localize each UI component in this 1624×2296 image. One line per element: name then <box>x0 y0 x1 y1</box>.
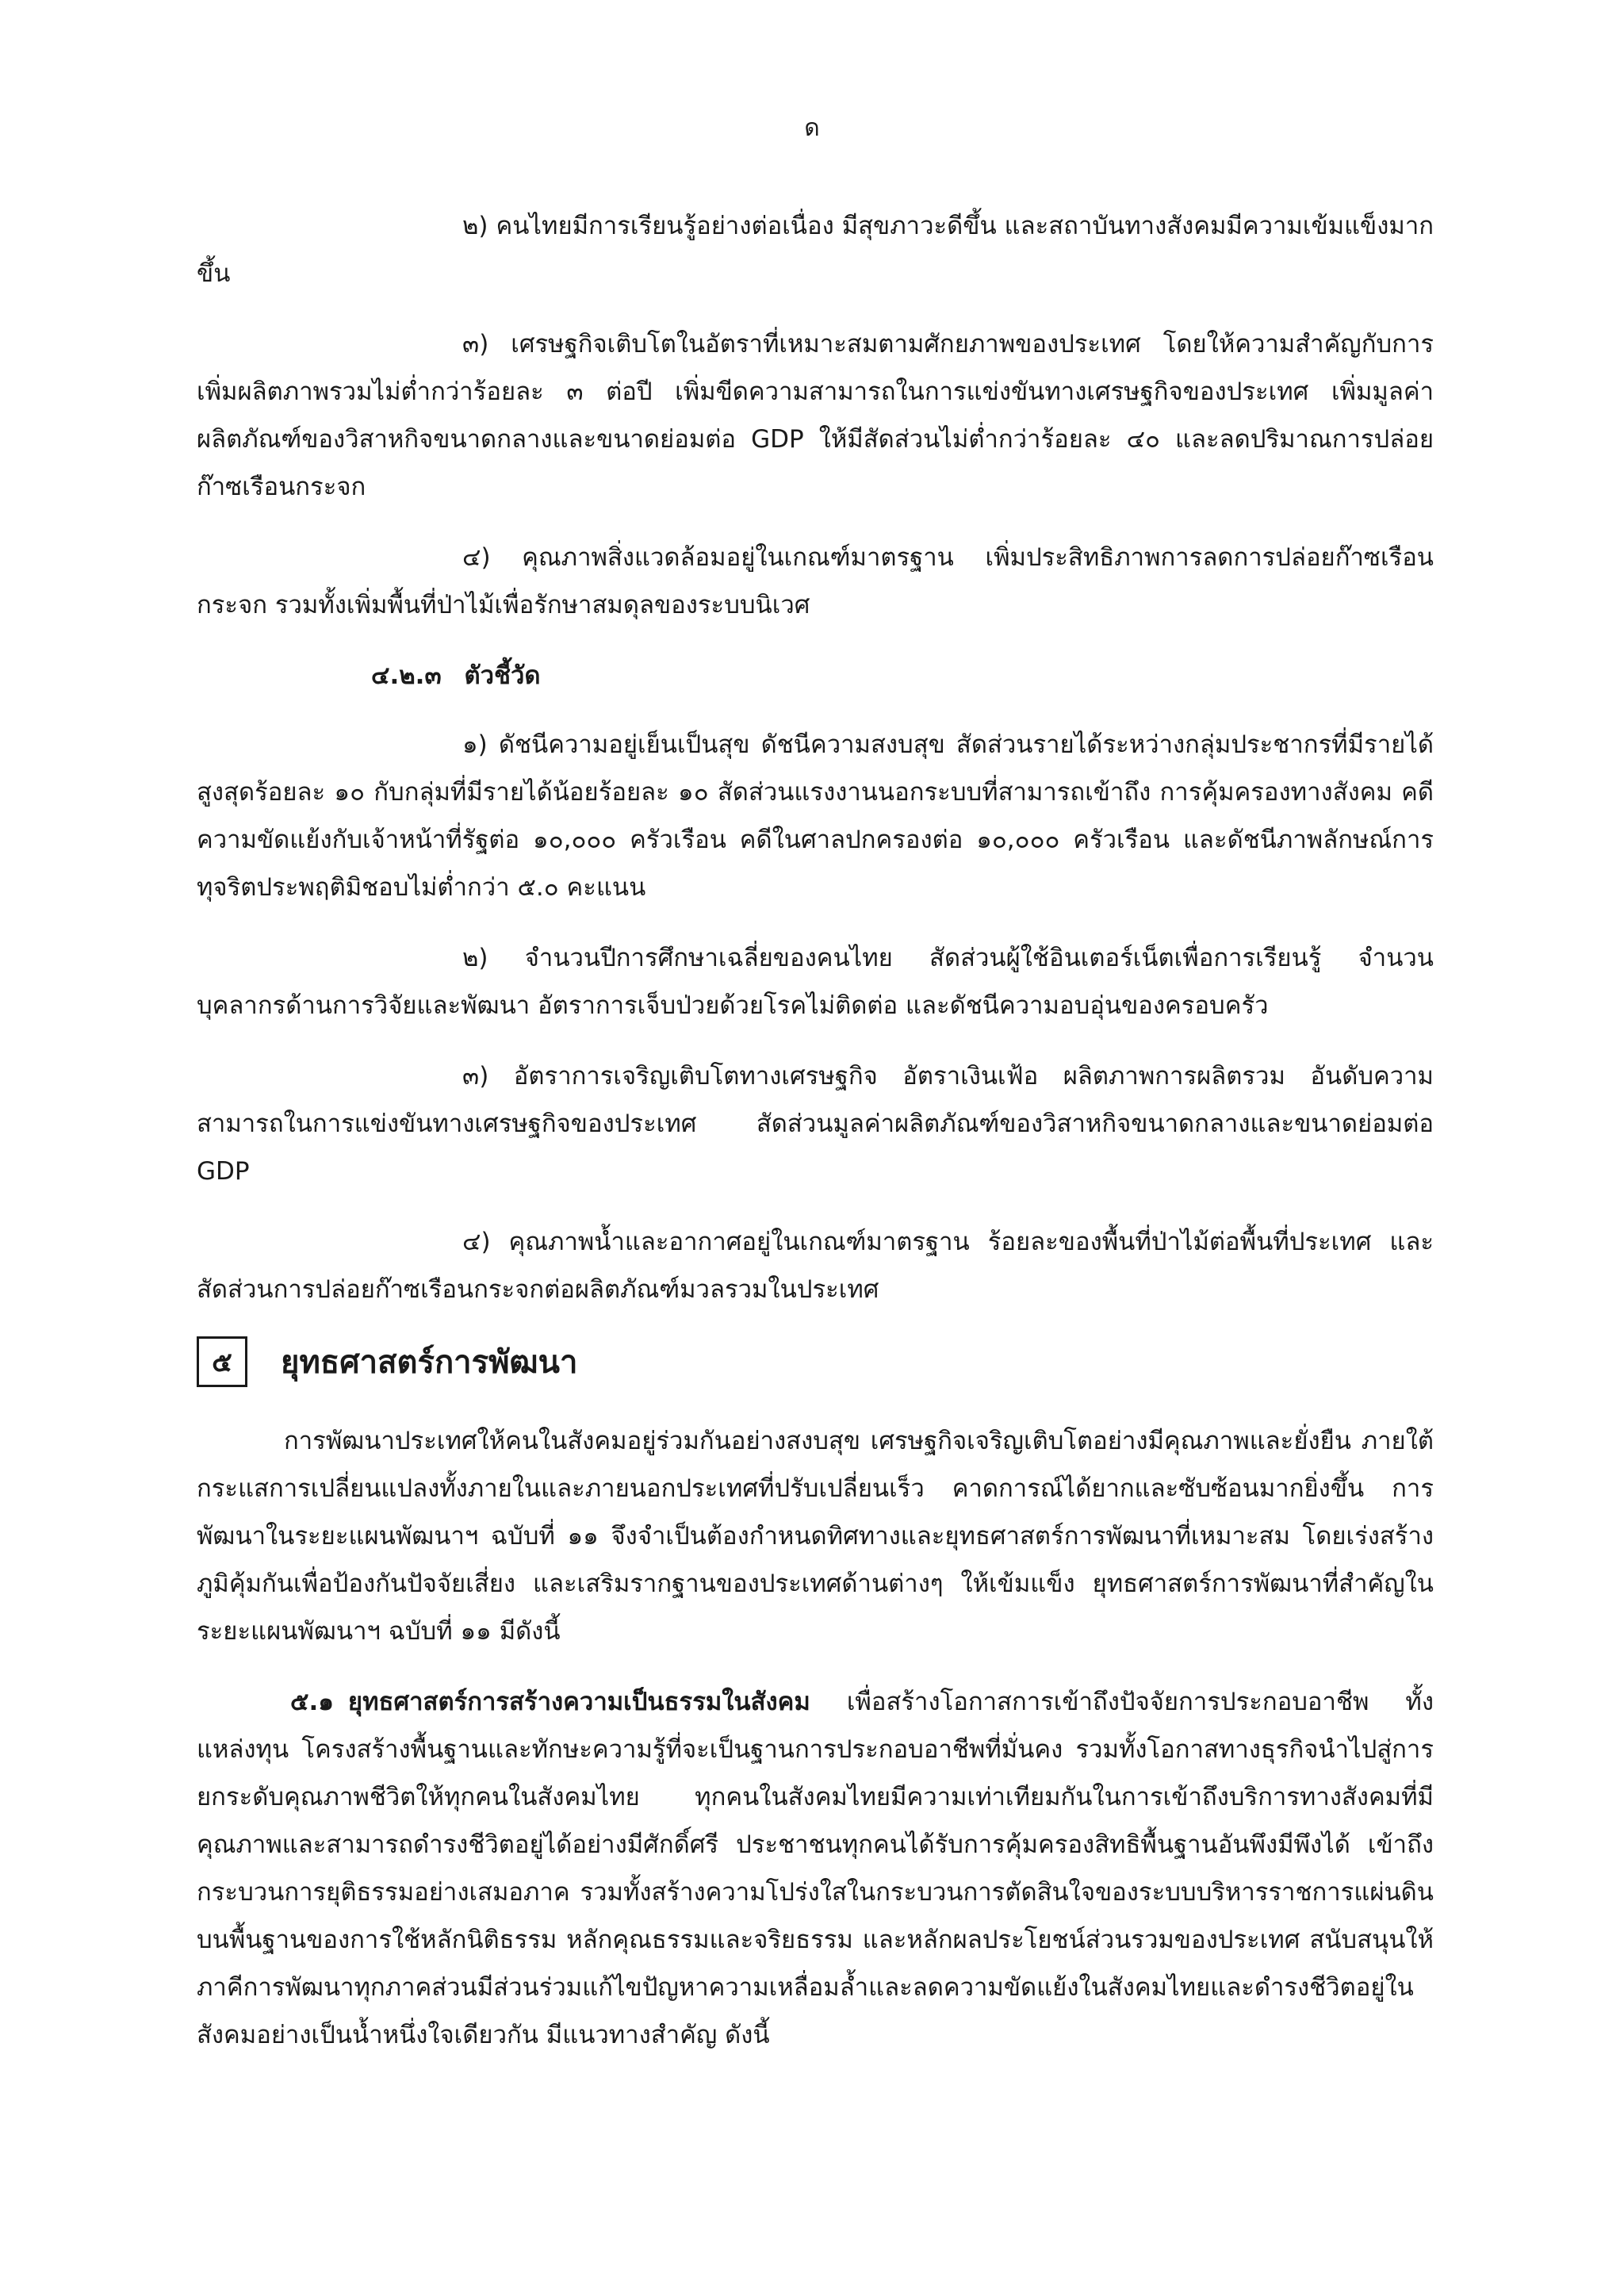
page-content <box>197 202 1434 2082</box>
goal-item-2: ๒) คนไทยมีการเรียนรู้อย่างต่อเนื่อง มีสุขภาวะดีขึ้น และสถาบันทางสังคมมีความเข้มแข็งมากขึ้น <box>197 212 1434 288</box>
indicator-item-4: ๔) คุณภาพน้ำและอากาศอยู่ในเกณฑ์มาตรฐาน ร้อยละของพื้นที่ป่าไม้ต่อพื้นที่ประเทศ และสัดส่วนการปล่อยก๊าซเรือนกระจกต่อผลิตภัณฑ์มวลรวมในประเทศ <box>197 1228 1434 1304</box>
goal-item-3: ๓) เศรษฐกิจเติบโตในอัตราที่เหมาะสมตามศักยภาพของประเทศ โดยให้ความสำคัญกับการเพิ่มผลิตภาพรวมไม่ต่ำกว่าร้อยละ ๓ ต่อปี เพิ่มขีดความสามารถในการแข่งขันทางเศรษฐกิจของประเทศ เพิ่มมูลค่าผลิตภัณฑ์ของวิสาหกิจขนาดกลางและขนาดย่อมต่อ GDP ให้มีสัดส่วนไม่ต่ำกว่าร้อยละ ๔๐ และลดปริมาณการปล่อยก๊าซเรือนกระจก <box>197 330 1434 501</box>
indicators-heading-title: ตัวชี้วัด <box>464 661 541 690</box>
goal-item-4: ๔) คุณภาพสิ่งแวดล้อมอยู่ในเกณฑ์มาตรฐาน เพิ่มประสิทธิภาพการลดการปล่อยก๊าซเรือนกระจก รวมทั้งเพิ่มพื้นที่ป่าไม้เพื่อรักษาสมดุลของระบบนิเวศ <box>197 543 1434 619</box>
strategy-title: ยุทธศาสตร์การสร้างความเป็นธรรมในสังคม <box>347 1688 810 1716</box>
section-number-box: ๕ <box>197 1336 247 1387</box>
indicator-item-1: ๑) ดัชนีความอยู่เย็นเป็นสุข ดัชนีความสงบสุข สัดส่วนรายได้ระหว่างกลุ่มประชากรที่มีรายได้สูงสุดร้อยละ ๑๐ กับกลุ่มที่มีรายได้น้อยร้อยละ ๑๐ สัดส่วนแรงงานนอกระบบที่สามารถเข้าถึง การคุ้มครองทางสังคม คดีความขัดแย้งกับเจ้าหน้าที่รัฐต่อ ๑๐,๐๐๐ ครัวเรือน คดีในศาลปกครองต่อ ๑๐,๐๐๐ ครัวเรือน และดัชนีภาพลักษณ์การทุจริตประพฤติมิชอบไม่ต่ำกว่า ๕.๐ คะแนน <box>197 730 1434 902</box>
indicator-item-3: ๓) อัตราการเจริญเติบโตทางเศรษฐกิจ อัตราเงินเฟ้อ ผลิตภาพการผลิตรวม อันดับความสามารถในการแข่งขันทางเศรษฐกิจของประเทศ สัดส่วนมูลค่าผลิตภัณฑ์ของวิสาหกิจขนาดกลางและขนาดย่อมต่อ GDP <box>197 1062 1434 1186</box>
indicator-item-2: ๒) จำนวนปีการศึกษาเฉลี่ยของคนไทย สัดส่วนผู้ใช้อินเตอร์เน็ตเพื่อการเรียนรู้ จำนวนบุคลากรด้านการวิจัยและพัฒนา อัตราการเจ็บป่วยด้วยโรคไม่ติดต่อ และดัชนีความอบอุ่นของครอบครัว <box>197 944 1434 1020</box>
section-heading <box>197 1336 1434 1387</box>
strategy-body: เพื่อสร้างโอกาสการเข้าถึงปัจจัยการประกอบอาชีพ ทั้งแหล่งทุน โครงสร้างพื้นฐานและทักษะความรู้ที่จะเป็นฐานการประกอบอาชีพที่มั่นคง รวมทั้งโอกาสทางธุรกิจนำไปสู่การยกระดับคุณภาพชีวิตให้ทุกคนในสังคมไทย ทุกคนในสังคมไทยมีความเท่าเทียมกันในการเข้าถึงบริการทางสังคมที่มีคุณภาพและสามารถดำรงชีวิตอยู่ได้อย่างมีศักดิ์ศรี ประชาชนทุกคนได้รับการคุ้มครองสิทธิพื้นฐานอันพึงมีพึงได้ เข้าถึงกระบวนการยุติธรรมอย่างเสมอภาค รวมทั้งสร้างความโปร่งใสในกระบวนการตัดสินใจของระบบบริหารราชการแผ่นดินบนพื้นฐานของการใช้หลักนิติธรรม หลักคุณธรรมและจริยธรรม และหลักผลประโยชน์ส่วนรวมของประเทศ สนับสนุนให้ภาคีการพัฒนาทุกภาคส่วนมีส่วนร่วมแก้ไขปัญหาความเหลื่อมล้ำและลดความขัดแย้งในสังคมไทยและดำรงชีวิตอยู่ในสังคมอย่างเป็นน้ำหนึ่งใจเดียวกัน มีแนวทางสำคัญ ดังนี้ <box>197 1688 1434 2049</box>
section-intro: การพัฒนาประเทศให้คนในสังคมอยู่ร่วมกันอย่างสงบสุข เศรษฐกิจเจริญเติบโตอย่างมีคุณภาพและยั่งยืน ภายใต้กระแสการเปลี่ยนแปลงทั้งภายในและภายนอกประเทศที่ปรับเปลี่ยนเร็ว คาดการณ์ได้ยากและซับซ้อนมากยิ่งขึ้น การพัฒนาในระยะแผนพัฒนาฯ ฉบับที่ ๑๑ จึงจำเป็นต้องกำหนดทิศทางและยุทธศาสตร์การพัฒนาที่เหมาะสม โดยเร่งสร้างภูมิคุ้มกันเพื่อป้องกันปัจจัยเสี่ยง และเสริมรากฐานของประเทศด้านต่างๆ ให้เข้มแข็ง ยุทธศาสตร์การพัฒนาที่สำคัญในระยะแผนพัฒนาฯ ฉบับที่ ๑๑ มีดังนี้ <box>197 1427 1434 1646</box>
section-title: ยุทธศาสตร์การพัฒนา <box>281 1344 578 1381</box>
indicators-heading <box>371 652 1434 700</box>
strategy-number: ๕.๑ <box>290 1688 334 1716</box>
indicators-heading-number: ๔.๒.๓ <box>371 661 442 690</box>
page-number: ด <box>804 114 820 142</box>
strategy-paragraph <box>197 1678 1434 2059</box>
